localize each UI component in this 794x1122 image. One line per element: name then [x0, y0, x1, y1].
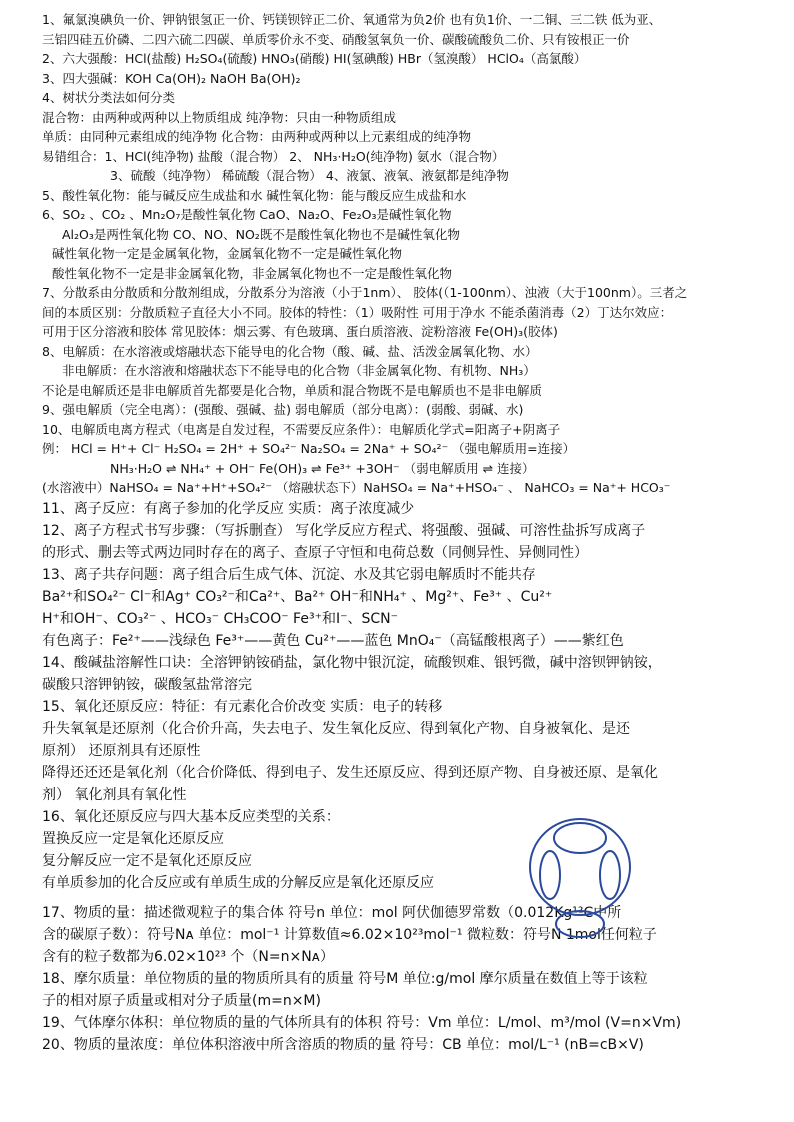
text-line: 酸性氧化物不一定是非金属氧化物，非金属氧化物也不一定是酸性氧化物: [52, 265, 453, 281]
text-line: 3、四大强碱：KOH Ca(OH)₂ NaOH Ba(OH)₂: [42, 70, 301, 86]
text-line: 非电解质：在水溶液和熔融状态下不能导电的化合物（非金属氧化物、有机物、NH₃）: [62, 363, 536, 378]
text-line: 20、物质的量浓度：单位体积溶液中所含溶质的物质的量 符号：CB 单位：mol/L⁻¹ (nB=cB×V): [42, 1036, 644, 1053]
text-line: 14、酸碱盐溶解性口诀：全溶钾钠铵硝盐，氯化物中银沉淀，硫酸钡难、银钙微，碱中溶钡钾钠铵，: [42, 654, 662, 671]
text-line: 10、电解质电离方程式（电离是自发过程，不需要反应条件）：电解质化学式=阳离子+阴离子: [42, 421, 561, 437]
text-line: 易错组合：1、HCl(纯净物) 盐酸（混合物） 2、 NH₃·H₂O(纯净物) 氨水（混合物）: [42, 148, 505, 164]
text-line: 6、SO₂ 、CO₂ 、Mn₂O₇是酸性氧化物 CaO、Na₂O、Fe₂O₃是碱性氧化物: [42, 207, 452, 222]
text-line: Al₂O₃是两性氧化物 CO、NO、NO₂既不是酸性氧化物也不是碱性氧化物: [62, 226, 460, 242]
text-line: 3、硫酸（纯净物） 稀硫酸（混合物） 4、液氯、液氧、液氨都是纯净物: [110, 168, 509, 183]
text-line: 例： HCl = H⁺+ Cl⁻ H₂SO₄ = 2H⁺ + SO₄²⁻ Na₂SO₄ = 2Na⁺ + SO₄²⁻ （强电解质用=连接）: [42, 441, 576, 456]
text-line: 单质：由同种元素组成的纯净物 化合物：由两种或两种以上元素组成的纯净物: [42, 129, 471, 144]
text-line: 12、离子方程式书写步骤：（写拆删查） 写化学反应方程式、将强酸、强碱、可溶性盐拆写成离子: [42, 522, 646, 539]
text-line: 有单质参加的化合反应或有单质生成的分解反应是氧化还原反应: [42, 874, 434, 891]
venn-right-ellipse: [600, 851, 620, 899]
text-line: 升失氧氧是还原剂（化合价升高，失去电子、发生氧化反应、得到氧化产物、自身被氧化、是还: [42, 720, 630, 737]
text-line: 4、树状分类法如何分类: [42, 90, 175, 105]
text-line: 2、六大强酸：HCl(盐酸) H₂SO₄(硫酸) HNO₃(硝酸) HI(氢碘酸) HBr（氢溴酸） HClO₄（高氯酸）: [42, 51, 587, 66]
reaction-type-venn-diagram: [520, 815, 640, 940]
text-line: 置换反应一定是氧化还原反应: [42, 830, 224, 847]
text-line: 碱性氧化物一定是金属氧化物，金属氧化物不一定是碱性氧化物: [52, 246, 403, 261]
text-line: 原剂） 还原剂具有还原性: [42, 742, 201, 759]
text-line: 18、摩尔质量：单位物质的量的物质所具有的质量 符号M 单位:g/mol 摩尔质量在数值上等于该粒: [42, 970, 648, 987]
text-line: 混合物：由两种或两种以上物质组成 纯净物：只由一种物质组成: [42, 109, 396, 125]
text-line: NH₃·H₂O ⇌ NH₄⁺ + OH⁻ Fe(OH)₃ ⇌ Fe³⁺ +3OH⁻ （弱电解质用 ⇌ 连接）: [110, 460, 535, 476]
document-page: [42, 10, 758, 1056]
text-line: 16、氧化还原反应与四大基本反应类型的关系：: [42, 808, 340, 825]
text-line: 9、强电解质（完全电离）：(强酸、强碱、盐) 弱电解质（部分电离）：(弱酸、弱碱、水): [42, 402, 524, 417]
text-line: 5、酸性氧化物：能与碱反应生成盐和水 碱性氧化物：能与酸反应生成盐和水: [42, 187, 467, 203]
venn-outer-circle: [530, 819, 630, 915]
text-line: 不论是电解质还是非电解质首先都要是化合物，单质和混合物既不是电解质也不是非电解质: [42, 382, 543, 398]
text-line: 7、分散系由分散质和分散剂组成，分散系分为溶液（小于1nm）、 胶体(（1-100nm）、浊液（大于100nm）。三者之: [42, 285, 688, 300]
text-line: 降得还还还是氧化剂（化合价降低、得到电子、发生还原反应、得到还原产物、自身被还原、是氧化: [42, 764, 658, 781]
text-line: 1、氟氯溴碘负一价、钾钠银氢正一价、钙镁钡锌正二价、氧通常为负2价 也有负1价、一二铜、三二铁 低为亚、: [42, 12, 662, 27]
text-line: 17、物质的量：描述微观粒子的集合体 符号n 单位：mol 阿伏伽德罗常数（0.012Kg¹²C中所: [42, 904, 622, 921]
text-line: 含的碳原子数）：符号Nᴀ 单位：mol⁻¹ 计算数值≈6.02×10²³mol⁻¹ 微粒数：符号N 1mol任何粒子: [42, 926, 657, 943]
venn-top-ellipse: [554, 823, 606, 853]
text-line: 19、气体摩尔体积：单位物质的量的气体所具有的体积 符号：Vm 单位：L/mol、m³/mol (V=n×Vm): [42, 1014, 682, 1031]
venn-left-ellipse: [540, 851, 560, 899]
text-line: 子的相对原子质量或相对分子质量(m=n×M): [42, 992, 321, 1009]
text-line: 三铝四硅五价磷、二四六硫二四碳、单质零价永不变、硝酸氢氧负一价、碳酸硫酸负二价、只有铵根正一价: [42, 31, 630, 47]
text-line: 的形式、删去等式两边同时存在的离子、查原子守恒和电荷总数（同侧异性、异侧同性）: [42, 544, 588, 561]
text-line: 剂） 氧化剂具有氧化性: [42, 786, 187, 803]
text-line: 碳酸只溶钾钠铵，碳酸氢盐常溶完: [42, 676, 252, 693]
text-line: H⁺和OH⁻、CO₃²⁻ 、HCO₃⁻ CH₃COO⁻ Fe³⁺和I⁻、SCN⁻: [42, 610, 399, 627]
text-line: 8、电解质：在水溶液或熔融状态下能导电的化合物（酸、碱、盐、活泼金属氧化物、水）: [42, 343, 538, 359]
text-line: 含有的粒子数都为6.02×10²³ 个（N=n×Nᴀ）: [42, 948, 334, 965]
text-line: 间的本质区别：分散质粒子直径大小不同。胶体的特性：（1）吸附性 可用于净水 不能杀菌消毒（2）丁达尔效应：: [42, 304, 673, 320]
text-line: 有色离子：Fe²⁺——浅绿色 Fe³⁺——黄色 Cu²⁺——蓝色 MnO₄⁻（高锰酸根离子）——紫红色: [42, 632, 624, 649]
text-line: Ba²⁺和SO₄²⁻ Cl⁻和Ag⁺ CO₃²⁻和Ca²⁺、Ba²⁺ OH⁻和NH₄⁺ 、Mg²⁺、Fe³⁺ 、Cu²⁺: [42, 588, 553, 605]
text-line: 复分解反应一定不是氧化还原反应: [42, 852, 252, 869]
text-line: 11、离子反应：有离子参加的化学反应 实质：离子浓度减少: [42, 500, 415, 517]
text-line: 15、氧化还原反应：特征：有元素化合价改变 实质：电子的转移: [42, 698, 443, 715]
text-line: (水溶液中）NaHSO₄ = Na⁺+H⁺+SO₄²⁻ （熔融状态下）NaHSO₄ = Na⁺+HSO₄⁻ 、 NaHCO₃ = Na⁺+ HCO₃⁻: [42, 480, 671, 495]
text-line: 可用于区分溶液和胶体 常见胶体：烟云雾、有色玻璃、蛋白质溶液、淀粉溶液 Fe(OH)₃(胶体): [42, 324, 558, 339]
text-line: 13、离子共存问题：离子组合后生成气体、沉淀、水及其它弱电解质时不能共存: [42, 566, 536, 583]
